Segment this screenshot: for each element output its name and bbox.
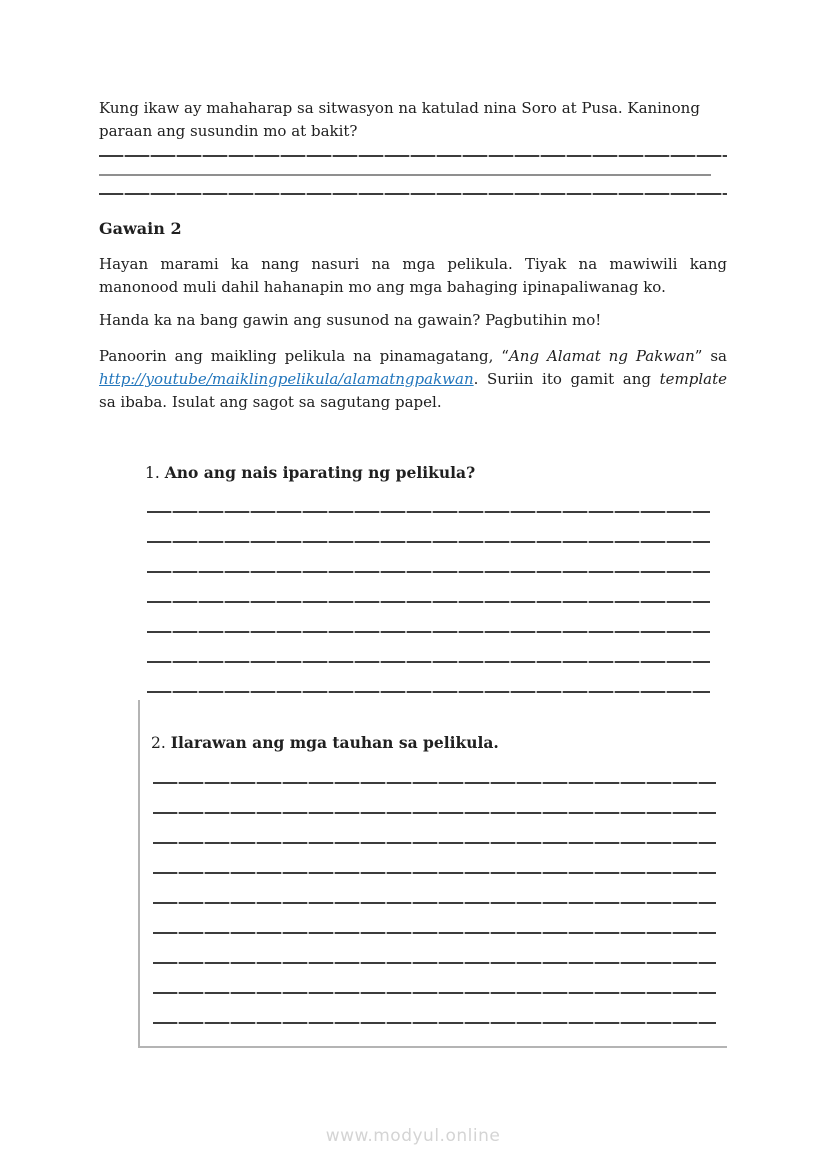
paragraph-text: ” sa	[694, 347, 728, 365]
question-2-answer-lines	[153, 782, 716, 1024]
answer-line	[147, 571, 710, 573]
section-paragraph-2: Handa ka na bang gawin ang susunod na gawain? Pagbutihin mo!	[99, 311, 602, 329]
question-text: Ano ang nais iparating ng pelikula?	[164, 463, 476, 482]
answer-line	[153, 842, 716, 844]
film-title: Ang Alamat ng Pakwan	[508, 347, 695, 365]
intro-answer-lines	[99, 155, 727, 195]
answer-line	[147, 661, 710, 663]
question-1-heading	[145, 463, 727, 483]
question-text: Ilarawan ang mga tauhan sa pelikula.	[170, 733, 499, 752]
intro-question: Kung ikaw ay mahaharap sa sitwasyon na katulad nina Soro at Pusa. Kaninong paraan ang susundin mo at bakit?	[99, 99, 700, 140]
section-title: Gawain 2	[99, 219, 182, 238]
answer-line	[99, 193, 727, 195]
answer-line	[153, 962, 716, 964]
answer-line	[153, 992, 716, 994]
answer-line	[147, 601, 710, 603]
question-2-box	[138, 700, 727, 1048]
answer-line	[153, 812, 716, 814]
answer-line	[147, 511, 710, 513]
answer-line	[147, 631, 710, 633]
paragraph-text: . Suriin ito gamit ang	[473, 370, 660, 388]
answer-line	[147, 541, 710, 543]
watermark-footer: www.modyul.online	[325, 1126, 501, 1146]
question-1-answer-lines	[147, 511, 710, 693]
question-number: 1.	[145, 464, 160, 482]
answer-line	[153, 782, 716, 784]
paragraph-text: Panoorin ang maikling pelikula na pinamagatang, “	[99, 347, 509, 365]
answer-line	[99, 155, 727, 157]
answer-line	[153, 872, 716, 874]
question-2-heading	[151, 733, 727, 753]
answer-line	[153, 1022, 716, 1024]
template-word: template	[659, 370, 727, 388]
question-number: 2.	[151, 734, 166, 752]
answer-line	[147, 691, 710, 693]
section-paragraph-1: Hayan marami ka nang nasuri na mga pelikula. Tiyak na mawiwili kang manonood muli dahil hahanapin mo ang mga bahaging ipinapaliwanag ko.	[99, 255, 727, 296]
paragraph-text: sa ibaba. Isulat ang sagot sa sagutang papel.	[99, 393, 442, 411]
answer-line	[153, 932, 716, 934]
question-1-block	[99, 463, 727, 693]
answer-line	[153, 902, 716, 904]
youtube-link[interactable]: http://youtube/maiklingpelikula/alamatngpakwan	[99, 370, 474, 388]
section-paragraph-3	[99, 345, 727, 414]
answer-line	[99, 174, 711, 176]
